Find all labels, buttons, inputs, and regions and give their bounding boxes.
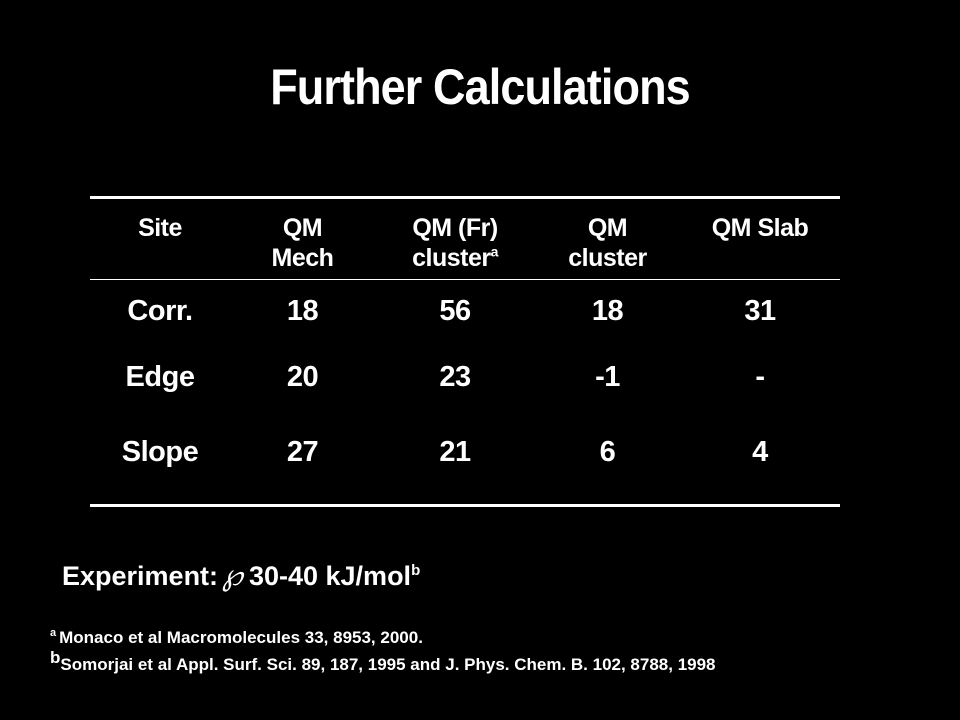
footnote-b-text: Somorjai et al Appl. Surf. Sci. 89, 187, 1995 and J. Phys. Chem. B. 102, 8788, 1998 (60, 655, 716, 674)
cell-qm-slab: 4 (752, 435, 768, 468)
header-site-label: Site (138, 214, 182, 242)
table-row (90, 412, 840, 506)
cell-qm-cluster: -1 (595, 360, 620, 393)
header-qm-slab-label: QM Slab (711, 214, 809, 242)
cell-qm-mech: 27 (286, 435, 319, 468)
table-header-row (90, 198, 840, 280)
slide-title: Further Calculations (270, 59, 690, 115)
footnote-b (50, 648, 716, 675)
footnote-b-mark: b (50, 648, 61, 667)
cell-qm-cluster: 6 (599, 435, 616, 468)
table-row (90, 280, 840, 343)
footnote-a (50, 628, 423, 648)
header-site (90, 198, 230, 280)
cell-qm-fr-cluster: 56 (439, 294, 471, 327)
approx-symbol-icon: ℘ (222, 558, 243, 593)
cell-qm-cluster: 18 (591, 294, 624, 327)
header-qm-cluster-line2: cluster (568, 244, 647, 272)
header-qm-fr-line2: cluster (412, 244, 491, 272)
table-row (90, 342, 840, 412)
results-table (90, 196, 840, 507)
cell-qm-mech: 20 (286, 360, 319, 393)
header-qm-mech-line1: QM (282, 214, 323, 242)
experiment-value: 30-40 kJ/mol (248, 561, 412, 591)
header-qm-mech-line2: Mech (271, 244, 334, 272)
cell-site: Slope (121, 435, 199, 468)
cell-site: Corr. (127, 294, 193, 327)
header-qm-cluster (535, 198, 680, 280)
experiment-footnote-mark: b (411, 562, 421, 579)
header-qm-slab (680, 198, 840, 280)
header-qm-fr-footnote-mark: a (490, 243, 498, 260)
footnote-a-text: Monaco et al Macromolecules 33, 8953, 2000. (59, 628, 423, 647)
cell-qm-mech: 18 (286, 294, 319, 327)
cell-qm-fr-cluster: 23 (439, 360, 471, 393)
header-qm-mech (230, 198, 375, 280)
experiment-label: Experiment: (62, 561, 219, 591)
header-qm-cluster-line1: QM (587, 214, 628, 242)
experiment-result (62, 558, 420, 593)
header-qm-fr-cluster (375, 198, 535, 280)
footnote-a-mark: a (50, 627, 57, 640)
cell-qm-slab: 31 (744, 294, 776, 327)
cell-qm-fr-cluster: 21 (439, 435, 471, 468)
cell-site: Edge (125, 360, 195, 393)
header-qm-fr-line1: QM (Fr) (412, 214, 498, 242)
cell-qm-slab: - (755, 360, 765, 393)
